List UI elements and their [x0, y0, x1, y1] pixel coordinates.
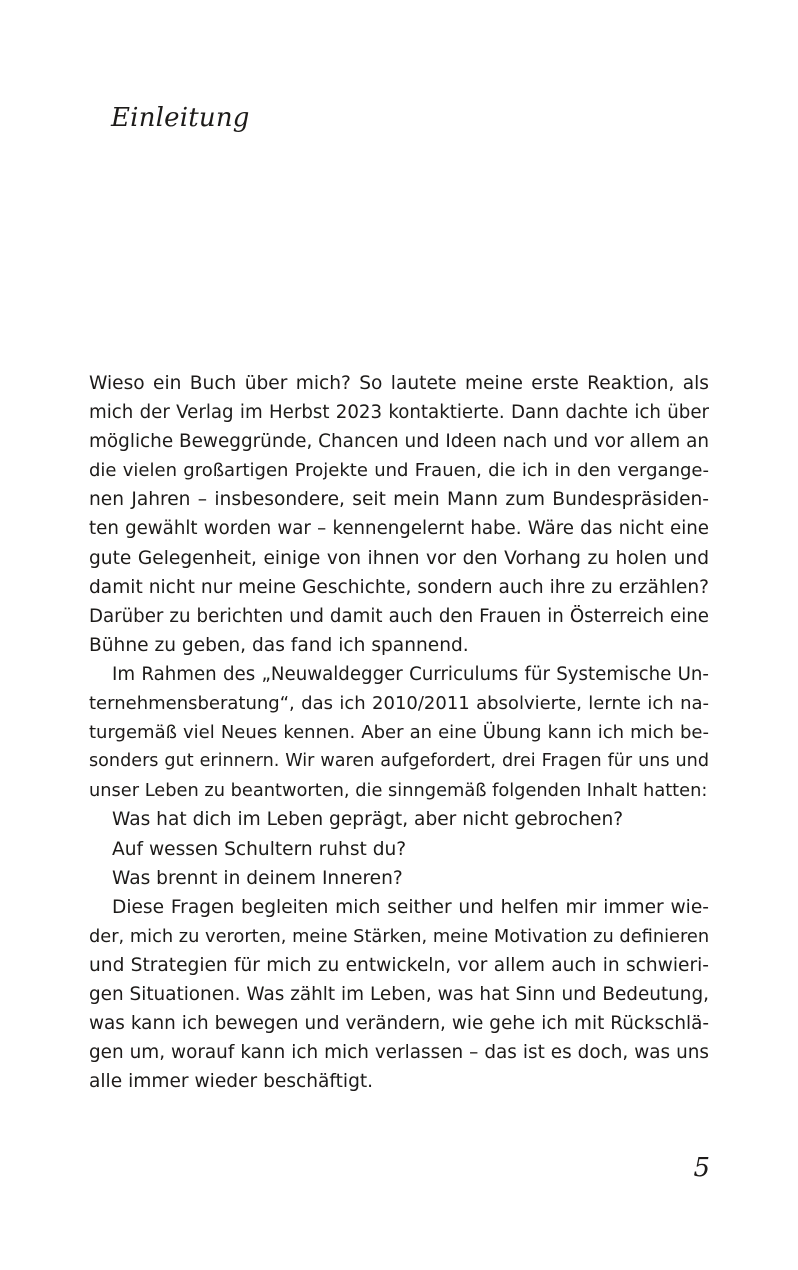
text-line: gute Gelegenheit, einige von ihnen vor den Vorhang zu holen und: [89, 547, 709, 569]
text-line: was kann ich bewegen und verändern, wie gehe ich mit Rückschlä-: [89, 1013, 709, 1035]
text-line: Bühne zu geben, das fand ich spannend.: [89, 634, 469, 656]
text-line: nen Jahren – insbesondere, seit mein Mann zum Bundespräsiden-: [89, 489, 709, 511]
text-line: Wieso ein Buch über mich? So lautete meine erste Reaktion, als: [89, 373, 709, 394]
text-line: Was brennt in deinem Inneren?: [112, 867, 403, 889]
text-line: mögliche Beweggründe, Chancen und Ideen nach und vor allem an: [89, 431, 709, 453]
text-line: ten gewählt worden war – kennengelernt habe. Wäre das nicht eine: [89, 518, 709, 540]
text-line: gen um, worauf kann ich mich verlassen – das ist es doch, was uns: [89, 1042, 709, 1064]
text-line: turgemäß viel Neues kennen. Aber an eine Übung kann ich mich be-: [89, 722, 709, 744]
text-line: Im Rahmen des „Neuwaldegger Curriculums für Systemische Un-: [112, 663, 709, 685]
text-line: damit nicht nur meine Geschichte, sondern auch ihre zu erzählen?: [89, 576, 709, 598]
text-line: Was hat dich im Leben geprägt, aber nicht gebrochen?: [112, 809, 624, 831]
text-line: gen Situationen. Was zählt im Leben, was hat Sinn und Bedeutung,: [89, 983, 709, 1005]
text-line: unser Leben zu beantworten, die sinngemäß folgenden Inhalt hatten:: [89, 780, 708, 802]
text-line: die vielen großartigen Projekte und Frauen, die ich in den vergange-: [89, 460, 709, 482]
body-text: [89, 369, 709, 1096]
text-line: der, mich zu verorten, meine Stärken, meine Motivation zu definieren: [89, 925, 710, 947]
text-line: alle immer wieder beschäftigt.: [89, 1071, 374, 1093]
text-line: ternehmensberatung“, das ich 2010/2011 absolvierte, lernte ich na-: [89, 693, 709, 715]
text-line: Auf wessen Schultern ruhst du?: [112, 838, 407, 860]
chapter-title: Einleitung: [111, 103, 250, 133]
text-line: mich der Verlag im Herbst 2023 kontaktierte. Dann dachte ich über: [89, 402, 709, 424]
text-line: sonders gut erinnern. Wir waren aufgefordert, drei Fragen für uns und: [89, 751, 709, 772]
text-line: Diese Fragen begleiten mich seither und helfen mir immer wie-: [112, 896, 709, 918]
text-line: und Strategien für mich zu entwickeln, vor allem auch in schwieri-: [89, 954, 709, 976]
text-line: Darüber zu berichten und damit auch den Frauen in Österreich eine: [89, 605, 709, 627]
page-number: 5: [693, 1153, 710, 1183]
